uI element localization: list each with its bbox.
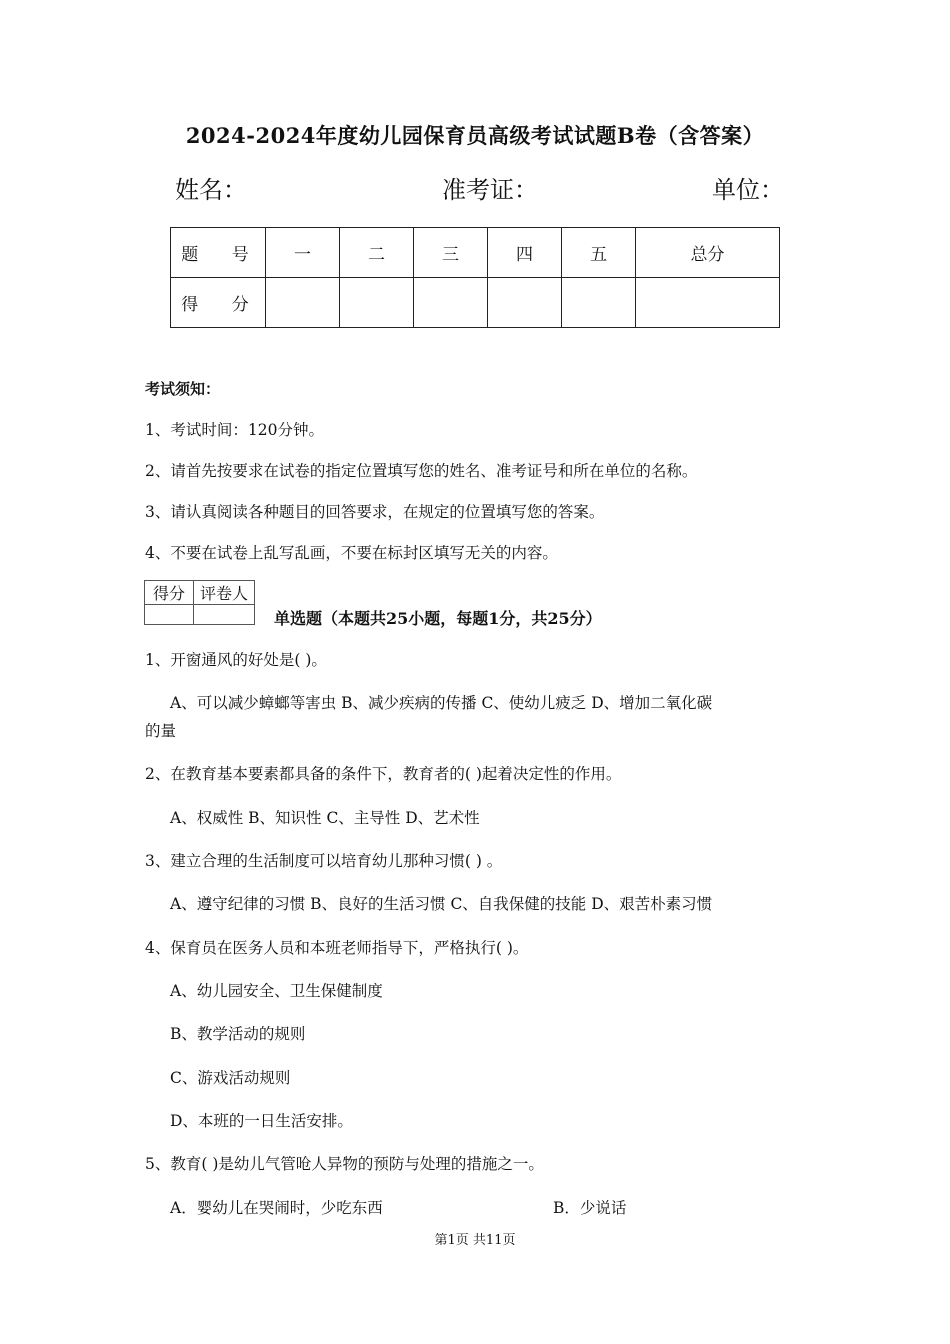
notice-item: 2、请首先按要求在试卷的指定位置填写您的姓名、准考证号和所在单位的名称。: [145, 462, 698, 480]
score-table: [170, 227, 780, 328]
question-option: C、游戏活动规则: [170, 1069, 291, 1087]
score-header-cell: 总分: [636, 228, 780, 278]
question-option: A、幼儿园安全、卫生保健制度: [170, 982, 383, 1000]
question-stem: 3、建立合理的生活制度可以培育幼儿那种习惯( ) 。: [145, 852, 503, 870]
unit-label: 单位：: [712, 176, 784, 204]
score-header-cell: 五: [562, 228, 636, 278]
name-label: 姓名：: [175, 176, 247, 204]
score-row-label: 得 分: [171, 278, 266, 328]
question-option: A．婴幼儿在哭闹时，少吃东西: [170, 1199, 383, 1217]
question-stem: 1、开窗通风的好处是( )。: [145, 651, 327, 669]
score-header-cell: 三: [414, 228, 488, 278]
score-header-cell: 一: [266, 228, 340, 278]
score-header-cell: 二: [340, 228, 414, 278]
grader-score-label: 得分: [145, 581, 194, 605]
question-options-wrap: 的量: [145, 722, 177, 740]
score-header-cell: 四: [488, 228, 562, 278]
question-options: A、可以减少蟑螂等害虫 B、减少疾病的传播 C、使幼儿疲乏 D、增加二氧化碳: [170, 694, 713, 712]
grader-box: [144, 580, 255, 625]
notice-item: 4、不要在试卷上乱写乱画，不要在标封区填写无关的内容。: [145, 544, 558, 562]
grader-score-cell: [145, 605, 194, 625]
exam-id-label: 准考证：: [442, 176, 538, 204]
score-cell: [414, 278, 488, 328]
question-options: A、遵守纪律的习惯 B、良好的生活习惯 C、自我保健的技能 D、艰苦朴素习惯: [170, 895, 713, 913]
score-cell: [636, 278, 780, 328]
question-option: B．少说话: [553, 1199, 627, 1217]
question-option: B、教学活动的规则: [170, 1025, 306, 1043]
page-footer: 第1页 共11页: [434, 1233, 516, 1248]
question-stem: 2、在教育基本要素都具备的条件下，教育者的( )起着决定性的作用。: [145, 765, 622, 783]
notice-item: 3、请认真阅读各种题目的回答要求，在规定的位置填写您的答案。: [145, 503, 605, 521]
score-cell: [562, 278, 636, 328]
score-cell: [340, 278, 414, 328]
notice-item: 1、考试时间：120分钟。: [145, 421, 324, 439]
page-title: 2024-2024年度幼儿园保育员高级考试试题B卷（含答案）: [185, 123, 765, 148]
grader-name-cell: [194, 605, 255, 625]
score-cell: [488, 278, 562, 328]
question-stem: 5、教育( )是幼儿气管呛人异物的预防与处理的措施之一。: [145, 1155, 544, 1173]
notice-title: 考试须知：: [145, 380, 221, 398]
score-table-header-row: [171, 228, 780, 278]
question-option: D、本班的一日生活安排。: [170, 1112, 353, 1130]
section-title: 单选题（本题共25小题，每题1分，共25分）: [274, 609, 602, 628]
score-table-score-row: [171, 278, 780, 328]
question-stem: 4、保育员在医务人员和本班老师指导下，严格执行( )。: [145, 939, 529, 957]
question-options: A、权威性 B、知识性 C、主导性 D、艺术性: [170, 809, 480, 827]
score-cell: [266, 278, 340, 328]
grader-name-label: 评卷人: [194, 581, 255, 605]
score-header-cell: 题 号: [171, 228, 266, 278]
